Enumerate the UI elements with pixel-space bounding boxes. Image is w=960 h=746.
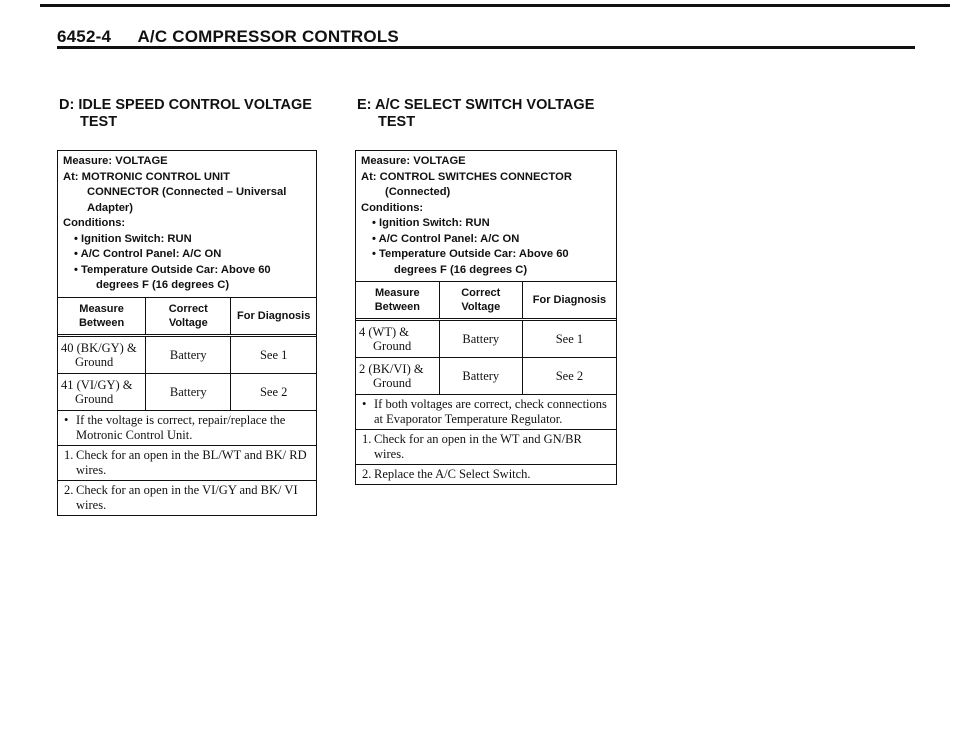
test-box xyxy=(355,150,617,485)
condition-item: degrees F (16 degrees C) xyxy=(394,263,528,276)
header-rule xyxy=(57,46,915,49)
table-header-row xyxy=(356,282,616,320)
test-conditions xyxy=(58,151,316,297)
measure-line: Measure: VOLTAGE xyxy=(361,155,466,167)
diagnosis-cell: See 2 xyxy=(231,373,316,410)
column-header: Correct Voltage xyxy=(439,282,522,320)
at-line: At: MOTRONIC CONTROL UNIT xyxy=(63,170,230,183)
table-row xyxy=(58,335,316,373)
note-item: 1. Check for an open in the WT and GN/BR wires. xyxy=(356,430,616,465)
measure-between-cell: 40 (BK/GY) & Ground xyxy=(58,335,146,373)
diagnosis-cell: See 1 xyxy=(522,320,616,358)
top-rule xyxy=(40,4,950,7)
table-header-row xyxy=(58,297,316,335)
section-title: D: IDLE SPEED CONTROL VOLTAGE TEST xyxy=(59,97,312,130)
conditions-label: Conditions: xyxy=(63,217,126,229)
section-title: E: A/C SELECT SWITCH VOLTAGE TEST xyxy=(357,97,595,130)
diagnosis-cell: See 2 xyxy=(522,358,616,395)
condition-item: • A/C Control Panel: A/C ON xyxy=(74,248,222,260)
condition-item: • Ignition Switch: RUN xyxy=(74,232,192,245)
column-header: Measure Between xyxy=(356,282,439,320)
note-item: • If both voltages are correct, check connections at Evaporator Temperature Regulator. xyxy=(356,395,616,430)
at-line-cont: (Connected) xyxy=(385,186,451,198)
diagnosis-cell: See 1 xyxy=(231,335,316,373)
condition-item: • Temperature Outside Car: Above 60 xyxy=(372,248,569,260)
note-item: 2. Replace the A/C Select Switch. xyxy=(362,467,531,481)
page-title: A/C COMPRESSOR CONTROLS xyxy=(137,27,399,46)
diagnosis-notes xyxy=(356,394,616,484)
voltage-cell: Battery xyxy=(146,373,231,410)
page-code: 6452-4 xyxy=(57,27,112,46)
voltage-cell: Battery xyxy=(439,358,522,395)
test-box xyxy=(57,150,317,516)
diagnosis-notes xyxy=(58,410,316,515)
measure-between-cell: 41 (VI/GY) & Ground xyxy=(58,373,146,410)
at-line-cont: CONNECTOR (Connected – Universal xyxy=(87,186,287,198)
condition-item: • A/C Control Panel: A/C ON xyxy=(372,232,520,245)
condition-item: • Temperature Outside Car: Above 60 xyxy=(74,263,271,276)
note-item: 1. Check for an open in the BL/WT and BK/ RD wires. xyxy=(58,446,316,481)
conditions-label: Conditions: xyxy=(361,201,424,214)
voltage-cell: Battery xyxy=(146,335,231,373)
condition-item: degrees F (16 degrees C) xyxy=(96,279,230,291)
column-header: Correct Voltage xyxy=(146,297,231,335)
diagnosis-table xyxy=(356,281,616,394)
table-row xyxy=(356,320,616,358)
test-conditions xyxy=(356,151,616,281)
table-row xyxy=(356,358,616,395)
at-line-cont: Adapter) xyxy=(87,201,133,214)
note-item: • If the voltage is correct, repair/replace the Motronic Control Unit. xyxy=(58,411,316,446)
diagnosis-table xyxy=(58,297,316,410)
column-header: For Diagnosis xyxy=(522,282,616,320)
page-header xyxy=(57,27,399,47)
column-header: For Diagnosis xyxy=(231,297,316,335)
measure-line: Measure: VOLTAGE xyxy=(63,155,168,167)
section-ac-select-switch xyxy=(355,80,617,485)
measure-between-cell: 4 (WT) & Ground xyxy=(356,320,439,358)
table-row xyxy=(58,373,316,410)
at-line: At: CONTROL SWITCHES CONNECTOR xyxy=(361,170,572,183)
measure-between-cell: 2 (BK/VI) & Ground xyxy=(356,358,439,395)
column-header: Measure Between xyxy=(58,297,146,335)
note-item: 2. Check for an open in the VI/GY and BK/ VI wires. xyxy=(64,482,298,512)
section-idle-speed-control xyxy=(57,80,317,516)
voltage-cell: Battery xyxy=(439,320,522,358)
condition-item: • Ignition Switch: RUN xyxy=(372,217,490,229)
